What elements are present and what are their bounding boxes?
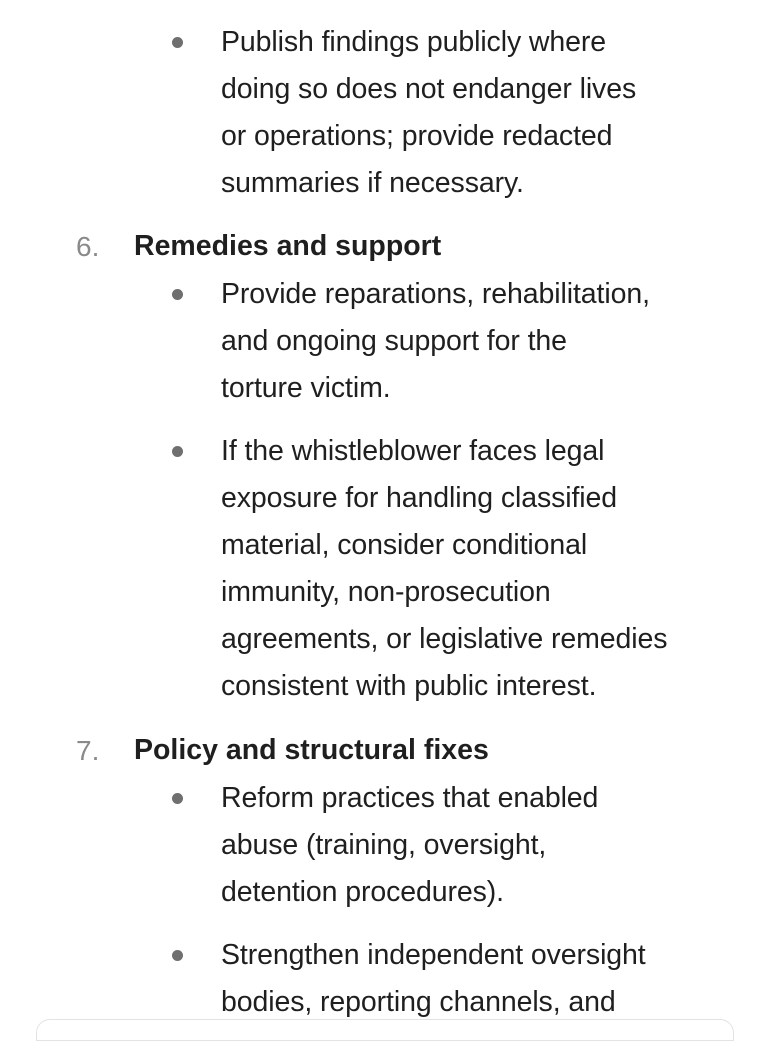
text-line: immunity, non-prosecution (221, 576, 551, 608)
text-line: Provide reparations, rehabilitation, (221, 278, 650, 310)
text-line: torture victim. (221, 372, 391, 404)
text-line: doing so does not endanger lives (221, 73, 637, 105)
text-line: Reform practices that enabled (221, 782, 599, 814)
text-line: Publish findings publicly where (221, 26, 607, 58)
bullet-dot-icon (172, 446, 183, 457)
section-heading: Policy and structural fixes (134, 734, 489, 766)
text-line: Strengthen independent oversight (221, 939, 646, 971)
bullet-dot-icon (172, 289, 183, 300)
list-number: 6. (76, 231, 100, 262)
list-number: 7. (76, 735, 100, 766)
text-line: agreements, or legislative remedies (221, 623, 668, 655)
bullet-text (221, 428, 741, 710)
text-line: bodies, reporting channels, and (221, 986, 616, 1018)
bullet-text (221, 775, 741, 916)
bullet-dot-icon (172, 37, 183, 48)
text-line: consistent with public interest. (221, 670, 597, 702)
text-line: and ongoing support for the (221, 325, 567, 357)
bullet-text (221, 19, 741, 207)
text-line: detention procedures). (221, 876, 504, 908)
text-line: or operations; provide redacted (221, 120, 613, 152)
bullet-text (221, 271, 741, 412)
input-bar-edge (36, 1019, 734, 1041)
text-line: summaries if necessary. (221, 167, 524, 199)
text-line: abuse (training, oversight, (221, 829, 547, 861)
text-line: If the whistleblower faces legal (221, 435, 605, 467)
text-line: exposure for handling classified (221, 482, 618, 514)
bullet-text (221, 932, 741, 1026)
section-heading: Remedies and support (134, 230, 442, 262)
bullet-dot-icon (172, 950, 183, 961)
bullet-dot-icon (172, 793, 183, 804)
text-line: material, consider conditional (221, 529, 588, 561)
